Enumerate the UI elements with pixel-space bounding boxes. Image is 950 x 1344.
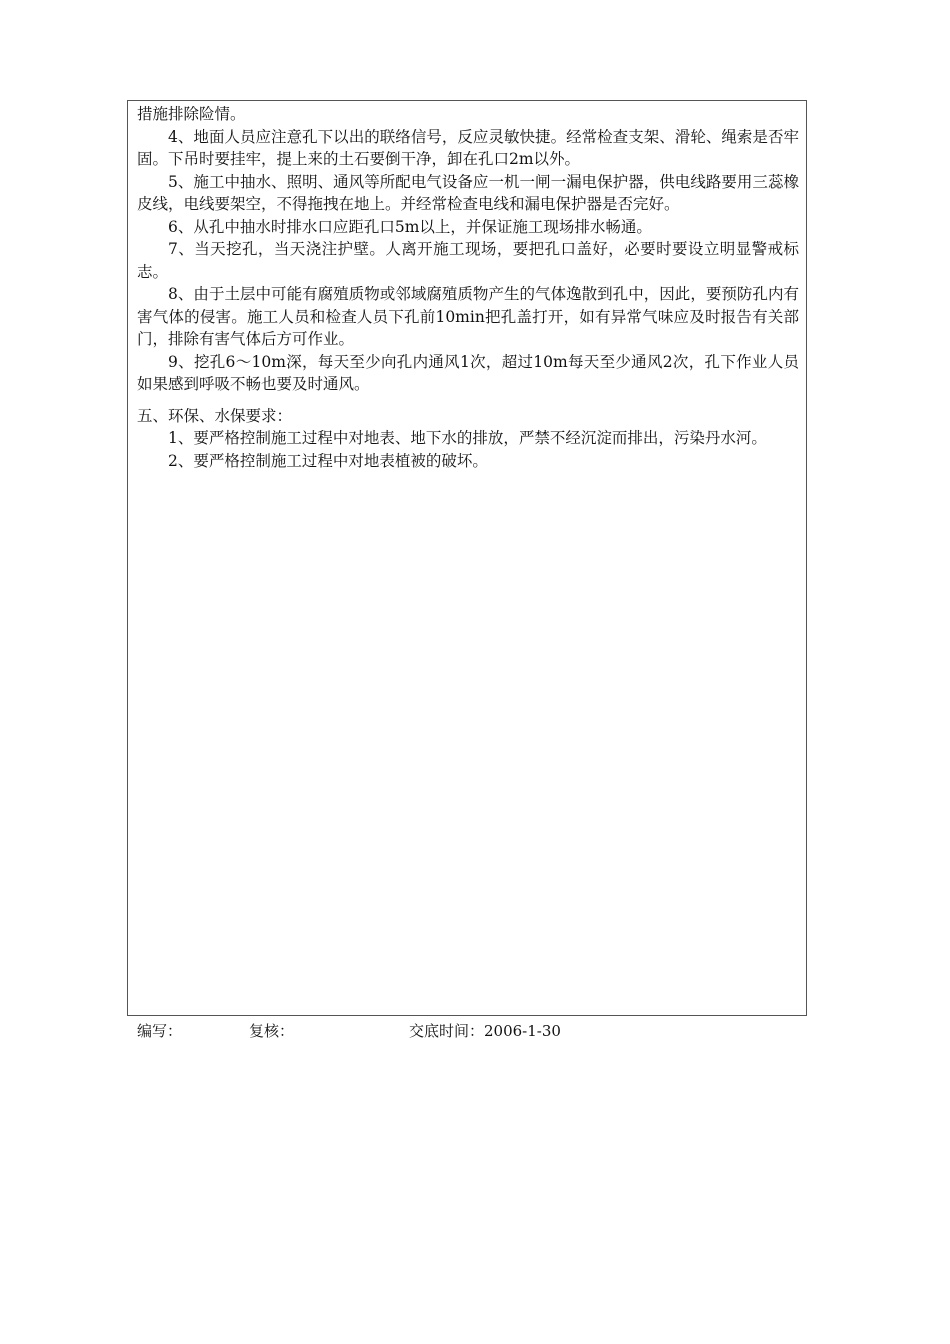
safety-item-4: 4、地面人员应注意孔下以出的联络信号，反应灵敏快捷。经常检查支架、滑轮、绳索是否牢固。下吊时要挂牢，提上来的土石要倒干净，卸在孔口2m以外。: [137, 127, 799, 168]
safety-item-6: 6、从孔中抽水时排水口应距孔口5m以上，并保证施工现场排水畅通。: [168, 217, 652, 236]
document-footer: [0, 1020, 950, 1042]
safety-item-5: 5、施工中抽水、照明、通风等所配电气设备应一机一闸一漏电保护器，供电线路要用三蕊橡皮线，电线要架空，不得拖拽在地上。并经常检查电线和漏电保护器是否完好。: [137, 172, 799, 213]
handover-date: 交底时间：2006-1-30: [409, 1022, 561, 1040]
document-frame: [127, 100, 807, 1016]
env-item-1: 1、要严格控制施工过程中对地表、地下水的排放，严禁不经沉淀而排出，污染丹水河。: [168, 429, 767, 447]
section-5-heading: 五、环保、水保要求：: [137, 406, 293, 425]
editor-label: 编写：: [137, 1022, 183, 1040]
reviewer-label: 复核：: [249, 1022, 295, 1040]
safety-item-9: 9、挖孔6～10m深，每天至少向孔内通风1次，超过10m每天至少通风2次，孔下作业人员如果感到呼吸不畅也要及时通风。: [137, 352, 799, 393]
safety-item-8: 8、由于土层中可能有腐殖质物或邻域腐殖质物产生的气体逸散到孔中，因此，要预防孔内有害气体的侵害。施工人员和检查人员下孔前10min把孔盖打开，如有异常气味应及时报告有关部门，排除有害气体后方可作业。: [137, 285, 799, 348]
document-body: [137, 103, 799, 472]
paragraph-continuation: 措施排除险情。: [137, 105, 246, 123]
safety-item-7: 7、当天挖孔，当天浇注护壁。人离开施工现场，要把孔口盖好，必要时要设立明显警戒标志。: [137, 240, 799, 281]
env-item-2: 2、要严格控制施工过程中对地表植被的破坏。: [168, 451, 488, 470]
